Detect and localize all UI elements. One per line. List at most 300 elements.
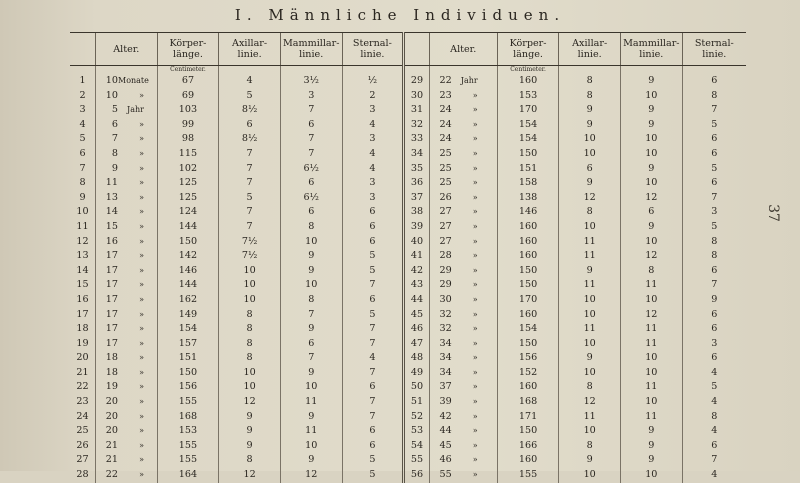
table-row [70, 337, 746, 352]
age-cell [429, 337, 497, 352]
age-unit: » [139, 192, 144, 202]
age-unit: » [139, 338, 144, 348]
mammillary-cell: 9 [280, 249, 342, 264]
age-value: 44 [439, 425, 452, 437]
mammillary-cell: 9 [621, 103, 683, 118]
body-length-cell: 160 [497, 249, 559, 264]
age-cell [429, 249, 497, 264]
axillary-cell: 8½ [219, 132, 281, 147]
age-unit: » [472, 440, 478, 450]
age-unit: » [139, 309, 144, 319]
row-number: 47 [404, 337, 430, 352]
body-length-cell: 160 [497, 453, 559, 468]
row-number: 40 [404, 235, 430, 250]
body-length-cell: 156 [157, 380, 219, 395]
body-length-cell: 171 [497, 410, 559, 425]
body-length-cell: 160 [497, 235, 559, 250]
body-length-cell: 155 [157, 395, 219, 410]
header-row [70, 33, 746, 66]
age-cell [96, 322, 158, 337]
mammillary-cell: 6 [280, 205, 342, 220]
age-cell [429, 132, 497, 147]
age-cell [96, 74, 158, 89]
sternal-cell: 8 [682, 89, 746, 104]
mammillary-cell: 3 [280, 89, 342, 104]
table-row [70, 293, 746, 308]
sternal-cell: 7 [682, 191, 746, 206]
age-unit: » [139, 324, 144, 334]
table-row [70, 278, 746, 293]
table-row [70, 176, 746, 191]
age-value: 34 [439, 352, 452, 364]
table-row [70, 103, 746, 118]
age-cell [429, 191, 497, 206]
age-cell [96, 264, 158, 279]
axillary-cell: 7 [219, 220, 281, 235]
axillary-cell: 10 [559, 468, 621, 483]
mammillary-cell: 8 [621, 264, 683, 279]
body-length-cell: 138 [497, 191, 559, 206]
age-unit: » [139, 265, 144, 275]
age-cell [429, 235, 497, 250]
age-unit: » [472, 470, 478, 480]
row-number: 52 [404, 410, 430, 425]
axillary-cell: 10 [219, 380, 281, 395]
axillary-cell: 10 [559, 424, 621, 439]
row-number: 37 [404, 191, 430, 206]
body-length-cell: 125 [157, 176, 219, 191]
body-length-cell: 103 [157, 103, 219, 118]
sternal-cell: 6 [682, 351, 746, 366]
mammillary-cell: 6½ [280, 191, 342, 206]
mammillary-cell: 10 [621, 176, 683, 191]
sternal-cell: 9 [682, 293, 746, 308]
age-value: 24 [439, 133, 452, 145]
body-length-cell: 151 [497, 162, 559, 177]
age-cell [429, 205, 497, 220]
age-unit: » [139, 426, 144, 436]
age-cell [96, 162, 158, 177]
mammillary-cell: 7 [280, 351, 342, 366]
row-number: 17 [76, 308, 89, 320]
body-length-cell: 150 [157, 366, 219, 381]
mammillary-cell: 12 [621, 308, 683, 323]
sternal-cell: 3 [342, 132, 404, 147]
axillary-cell: 8 [219, 322, 281, 337]
age-unit: » [139, 90, 144, 100]
axillary-cell: 7 [219, 162, 281, 177]
axillary-cell: 8 [219, 308, 281, 323]
age-value: 7 [111, 133, 118, 145]
sternal-cell: 6 [682, 147, 746, 162]
axillary-cell: 7 [219, 176, 281, 191]
age-cell [96, 249, 158, 264]
body-length-cell: 160 [497, 220, 559, 235]
sternal-cell: 6 [342, 293, 404, 308]
age-value: 24 [439, 118, 452, 130]
body-length-cell: 155 [157, 453, 219, 468]
age-value: 22 [105, 469, 118, 481]
table-row [70, 380, 746, 395]
age-unit: » [472, 236, 478, 246]
mammillary-cell: 11 [621, 380, 683, 395]
mammillary-cell: 9 [280, 453, 342, 468]
age-unit: » [139, 470, 144, 480]
row-number: 11 [76, 220, 89, 232]
age-cell [429, 322, 497, 337]
age-unit: » [472, 426, 478, 436]
sternal-cell: 7 [342, 410, 404, 425]
age-value: 17 [105, 264, 118, 276]
body-length-cell: 154 [157, 322, 219, 337]
axillary-cell: 10 [219, 366, 281, 381]
axillary-cell: 8 [219, 351, 281, 366]
axillary-cell: 12 [219, 468, 281, 483]
age-value: 15 [105, 220, 118, 232]
age-value: 29 [439, 279, 452, 291]
table-row [70, 468, 746, 483]
age-value: 25 [439, 177, 452, 189]
age-unit: » [472, 105, 478, 115]
axillary-cell: 8 [559, 89, 621, 104]
unit-row [70, 66, 746, 75]
sternal-cell: 5 [342, 453, 404, 468]
age-unit: » [139, 367, 144, 377]
age-value: 20 [105, 396, 118, 408]
col-sternal-right: Sternal-linie. [682, 33, 746, 66]
age-unit: » [139, 397, 144, 407]
body-length-cell: 151 [157, 351, 219, 366]
axillary-cell: 10 [559, 337, 621, 352]
axillary-cell: 10 [219, 293, 281, 308]
mammillary-cell: 11 [621, 410, 683, 425]
age-cell [96, 468, 158, 483]
col-body-length-left: Körper-länge. [157, 33, 219, 66]
sternal-cell: 6 [342, 220, 404, 235]
measurement-table [70, 32, 746, 483]
age-value: 26 [439, 191, 452, 203]
age-value: 32 [439, 323, 452, 335]
axillary-cell: 10 [559, 366, 621, 381]
table-row [70, 410, 746, 425]
mammillary-cell: 9 [621, 453, 683, 468]
axillary-cell: 6 [559, 162, 621, 177]
row-number: 22 [76, 381, 89, 393]
sternal-cell: 6 [342, 205, 404, 220]
age-unit: » [472, 353, 478, 363]
sternal-cell: 5 [342, 249, 404, 264]
row-number: 36 [404, 176, 430, 191]
age-value: 11 [105, 177, 118, 189]
sternal-cell: 5 [682, 162, 746, 177]
age-unit: » [472, 309, 478, 319]
body-length-cell: 69 [157, 89, 219, 104]
sternal-cell: 8 [682, 249, 746, 264]
row-number: 24 [76, 410, 89, 422]
age-value: 45 [439, 439, 452, 451]
sternal-cell: 7 [342, 322, 404, 337]
age-value: 17 [105, 250, 118, 262]
age-value: 55 [439, 469, 452, 481]
table-row [70, 235, 746, 250]
sternal-cell: 4 [682, 468, 746, 483]
age-value: 25 [439, 162, 452, 174]
age-unit: Jahr [127, 105, 144, 115]
row-number: 50 [404, 380, 430, 395]
table-row [70, 439, 746, 454]
body-length-cell: 150 [157, 235, 219, 250]
age-cell [429, 453, 497, 468]
row-number: 14 [76, 264, 89, 276]
row-number: 23 [76, 396, 89, 408]
axillary-cell: 5 [219, 89, 281, 104]
axillary-cell: 8½ [219, 103, 281, 118]
mammillary-cell: 9 [280, 410, 342, 425]
axillary-cell: 6 [219, 118, 281, 133]
axillary-cell: 8 [559, 74, 621, 89]
mammillary-cell: 11 [621, 337, 683, 352]
mammillary-cell: 12 [621, 249, 683, 264]
axillary-cell: 8 [559, 439, 621, 454]
age-cell [96, 103, 158, 118]
age-unit: » [472, 134, 478, 144]
sternal-cell: 6 [682, 308, 746, 323]
mammillary-cell: 10 [621, 147, 683, 162]
age-unit: » [139, 440, 144, 450]
body-length-cell: 124 [157, 205, 219, 220]
mammillary-cell: 9 [621, 220, 683, 235]
row-number: 55 [404, 453, 430, 468]
body-length-cell: 150 [497, 147, 559, 162]
sternal-cell: 4 [342, 162, 404, 177]
age-cell [96, 351, 158, 366]
age-unit: » [472, 163, 478, 173]
axillary-cell: 9 [559, 453, 621, 468]
body-length-cell: 98 [157, 132, 219, 147]
age-cell [96, 380, 158, 395]
row-number: 49 [404, 366, 430, 381]
mammillary-cell: 11 [621, 278, 683, 293]
mammillary-cell: 7 [280, 103, 342, 118]
age-value: 14 [105, 206, 118, 218]
body-length-cell: 153 [497, 89, 559, 104]
table-row [70, 132, 746, 147]
sternal-cell: 6 [682, 264, 746, 279]
row-number: 26 [76, 439, 89, 451]
age-value: 32 [439, 308, 452, 320]
age-value: 34 [439, 337, 452, 349]
table-row [70, 89, 746, 104]
table-row [70, 351, 746, 366]
sternal-cell: 5 [342, 468, 404, 483]
body-length-cell: 170 [497, 103, 559, 118]
age-value: 37 [439, 381, 452, 393]
sternal-cell: 6 [342, 380, 404, 395]
body-length-cell: 146 [157, 264, 219, 279]
mammillary-cell: 10 [621, 366, 683, 381]
axillary-cell: 7½ [219, 249, 281, 264]
axillary-cell: 9 [219, 439, 281, 454]
sternal-cell: 3 [682, 205, 746, 220]
page-number: 37 [765, 204, 782, 222]
age-cell [96, 453, 158, 468]
axillary-cell: 8 [219, 337, 281, 352]
axillary-cell: 10 [559, 308, 621, 323]
age-value: 46 [439, 454, 452, 466]
row-number: 56 [404, 468, 430, 483]
body-length-cell: 160 [497, 74, 559, 89]
sternal-cell: 4 [342, 118, 404, 133]
table-row [70, 118, 746, 133]
body-length-cell: 160 [497, 380, 559, 395]
row-number: 10 [76, 206, 89, 218]
age-unit: » [472, 324, 478, 334]
sternal-cell: 8 [682, 235, 746, 250]
body-length-cell: 102 [157, 162, 219, 177]
age-unit: » [472, 397, 478, 407]
age-value: 42 [439, 410, 452, 422]
age-value: 9 [111, 162, 118, 174]
age-unit: » [139, 134, 144, 144]
age-cell [96, 220, 158, 235]
row-number: 44 [404, 293, 430, 308]
col-mammillary-left: Mammillar-linie. [280, 33, 342, 66]
age-cell [96, 89, 158, 104]
age-cell [429, 220, 497, 235]
axillary-cell: 11 [559, 249, 621, 264]
axillary-cell: 9 [559, 176, 621, 191]
row-number: 31 [404, 103, 430, 118]
table-row [70, 453, 746, 468]
age-value: 30 [439, 293, 452, 305]
axillary-cell: 8 [219, 453, 281, 468]
age-value: 17 [105, 337, 118, 349]
age-unit: » [472, 192, 478, 202]
table-row [70, 220, 746, 235]
body-length-cell: 168 [157, 410, 219, 425]
mammillary-cell: 11 [280, 424, 342, 439]
age-unit: » [472, 382, 478, 392]
age-unit: » [472, 265, 478, 275]
row-number: 32 [404, 118, 430, 133]
body-length-cell: 142 [157, 249, 219, 264]
age-cell [96, 366, 158, 381]
age-unit: » [472, 251, 478, 261]
body-length-cell: 149 [157, 308, 219, 323]
row-number: 1 [79, 75, 86, 86]
row-number: 35 [404, 162, 430, 177]
mammillary-cell: 10 [280, 235, 342, 250]
col-number-right [404, 33, 430, 66]
row-number: 7 [79, 162, 86, 174]
body-length-cell: 158 [497, 176, 559, 191]
age-cell [96, 132, 158, 147]
mammillary-cell: 12 [280, 468, 342, 483]
age-cell [429, 410, 497, 425]
body-length-cell: 115 [157, 147, 219, 162]
sternal-cell: 6 [682, 74, 746, 89]
mammillary-cell: 6 [280, 118, 342, 133]
row-number: 25 [76, 425, 89, 437]
mammillary-cell: 9 [280, 322, 342, 337]
age-value: 17 [105, 279, 118, 291]
table-row [70, 147, 746, 162]
row-number: 20 [76, 352, 89, 364]
age-cell [96, 439, 158, 454]
axillary-cell: 10 [559, 220, 621, 235]
row-number: 3 [79, 104, 86, 116]
row-number: 28 [76, 469, 89, 481]
table-row [70, 395, 746, 410]
sternal-cell: 6 [682, 132, 746, 147]
row-number: 8 [79, 177, 86, 189]
age-value: 17 [105, 293, 118, 305]
axillary-cell: 11 [559, 235, 621, 250]
age-value: 24 [439, 104, 452, 116]
table-row [70, 162, 746, 177]
sternal-cell: 6 [682, 322, 746, 337]
mammillary-cell: 3½ [280, 74, 342, 89]
age-value: 25 [439, 147, 452, 159]
row-number: 51 [404, 395, 430, 410]
row-number: 43 [404, 278, 430, 293]
age-value: 16 [105, 235, 118, 247]
age-cell [429, 380, 497, 395]
axillary-cell: 7½ [219, 235, 281, 250]
col-age-left: Alter. [96, 33, 158, 66]
age-unit: » [139, 119, 144, 129]
mammillary-cell: 8 [280, 293, 342, 308]
age-value: 20 [105, 410, 118, 422]
age-cell [96, 278, 158, 293]
axillary-cell: 8 [559, 205, 621, 220]
sternal-cell: 4 [682, 424, 746, 439]
age-value: 28 [439, 250, 452, 262]
table-row [70, 308, 746, 323]
age-value: 23 [439, 89, 452, 101]
sternal-cell: 4 [682, 366, 746, 381]
mammillary-cell: 9 [621, 424, 683, 439]
sternal-cell: 5 [682, 220, 746, 235]
sternal-cell: 7 [342, 278, 404, 293]
row-number: 45 [404, 308, 430, 323]
col-mammillary-right: Mammillar-linie. [621, 33, 683, 66]
col-body-length-right: Körper-länge. [497, 33, 559, 66]
axillary-cell: 11 [559, 322, 621, 337]
age-value: 18 [105, 366, 118, 378]
row-number: 5 [79, 133, 86, 145]
age-cell [429, 308, 497, 323]
mammillary-cell: 10 [621, 395, 683, 410]
row-number: 48 [404, 351, 430, 366]
age-unit: » [472, 221, 478, 231]
age-unit: » [139, 163, 144, 173]
mammillary-cell: 10 [280, 380, 342, 395]
body-length-cell: 154 [497, 322, 559, 337]
row-number: 4 [79, 118, 86, 130]
age-unit: » [472, 411, 478, 421]
age-unit: » [472, 148, 478, 158]
body-length-cell: 152 [497, 366, 559, 381]
row-number: 18 [76, 323, 89, 335]
row-number: 6 [79, 147, 86, 159]
age-unit: » [472, 338, 478, 348]
body-length-cell: 156 [497, 351, 559, 366]
axillary-cell: 7 [219, 205, 281, 220]
axillary-cell: 12 [219, 395, 281, 410]
age-value: 27 [439, 206, 452, 218]
body-length-cell: 155 [497, 468, 559, 483]
